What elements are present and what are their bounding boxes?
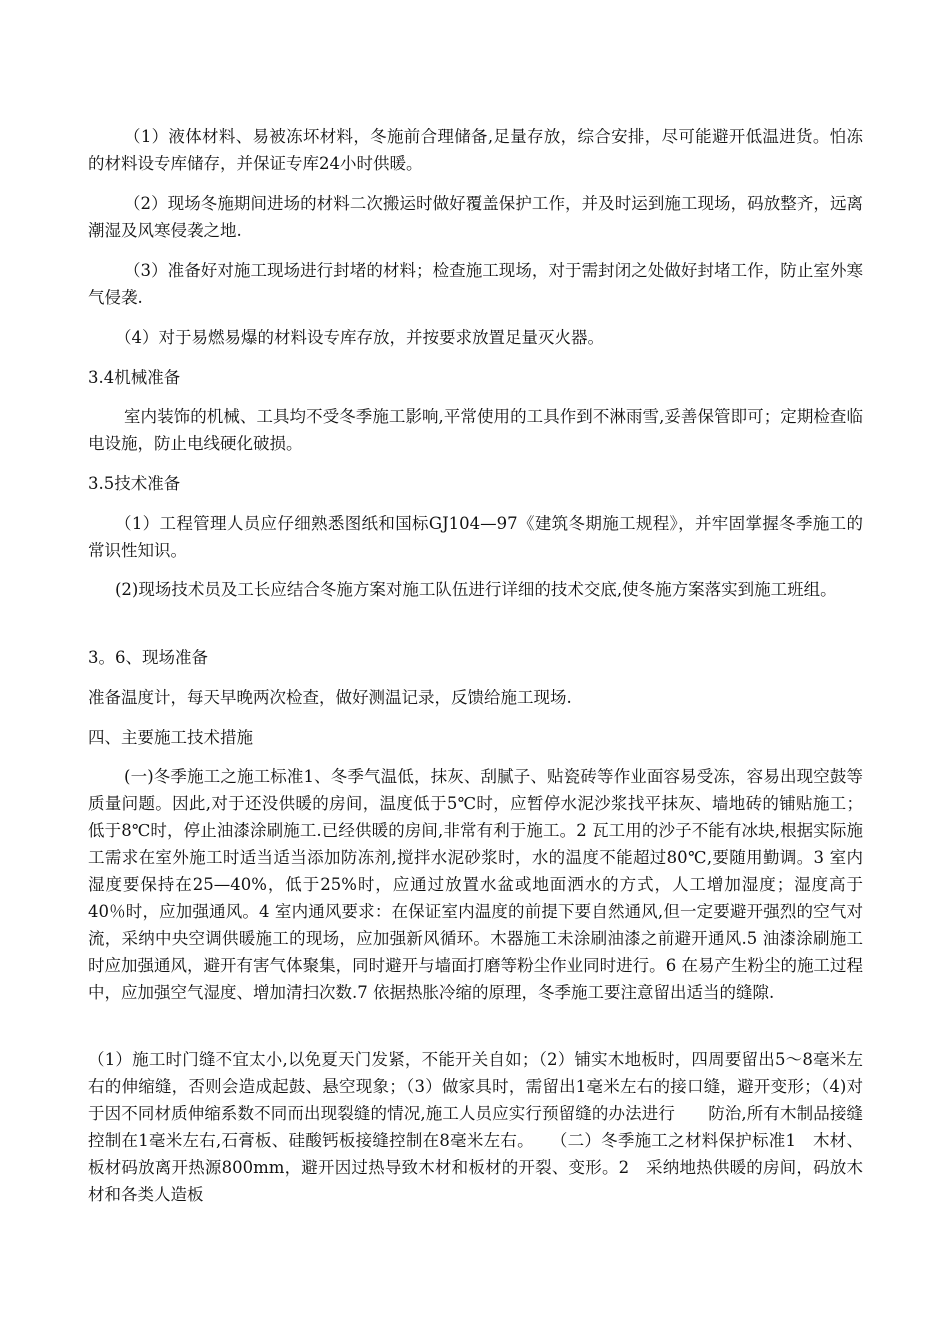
heading-machinery: 3.4机械准备 [88, 368, 181, 387]
paragraph-materials-1: （1）液体材料、易被冻坏材料，冬施前合理储备,足量存放，综合安排，尽可能避开低温进货。怕冻的材料设专库储存，并保证专库24小时供暖。 [88, 127, 863, 173]
paragraph-machinery: 室内装饰的机械、工具均不受冬季施工影响,平常使用的工具作到不淋雨雪,妥善保管即可；定期检查临电设施，防止电线硬化破损。 [88, 407, 863, 453]
paragraph-materials-3: （3）准备好对施工现场进行封堵的材料；检查施工现场，对于需封闭之处做好封堵工作，防止室外寒气侵袭. [88, 261, 863, 307]
paragraph-materials-2: （2）现场冬施期间进场的材料二次搬运时做好覆盖保护工作，并及时运到施工现场，码放整齐，远离潮湿及风寒侵袭之地. [88, 194, 863, 240]
paragraph-gaps: （1）施工时门缝不宜太小,以免夏天门发紧，不能开关自如；（2）铺实木地板时，四周要留出5～8毫米左右的伸缩缝，否则会造成起鼓、悬空现象；（3）做家具时，需留出1毫米左右的接口缝，避开变形；（4)对于因不同材质伸缩系数不同而出现裂缝的情况,施工人员应实行预留缝的办法进行 防治,所有木制品接缝控制在1毫米左右,石膏板、硅酸钙板接缝控制在8毫米左右。 （二）冬季施工之材料保护标准1 木材、板材码放离开热源800mm，避开因过热导致木材和板材的开裂、变形。2 采纳地热供暖的房间，码放木材和各类人造板 [88, 1050, 863, 1204]
heading-technical: 3.5技术准备 [88, 474, 181, 493]
paragraph-site: 准备温度计，每天早晚两次检查，做好测温记录，反馈给施工现场. [88, 688, 572, 707]
heading-measures: 四、主要施工技术措施 [88, 728, 253, 747]
paragraph-technical-2: (2)现场技术员及工长应结合冬施方案对施工队伍进行详细的技术交底,使冬施方案落实到施工班组。 [115, 580, 837, 599]
paragraph-materials-4: （4）对于易燃易爆的材料设专库存放，并按要求放置足量灭火器。 [115, 328, 604, 347]
paragraph-standards: (一)冬季施工之施工标准1、冬季气温低，抹灰、刮腻子、贴瓷砖等作业面容易受冻，容易出现空鼓等质量问题。因此,对于还没供暖的房间，温度低于5℃时，应暂停水泥沙浆找平抹灰、墙地砖的铺贴施工；低于8℃时，停止油漆涂刷施工.已经供暖的房间,非常有利于施工。2 瓦工用的沙子不能有冰块,根据实际施工需求在室外施工时适当适当添加防冻剂,搅拌水泥砂浆时，水的温度不能超过80℃,要随用勤调。3 室内湿度要保持在25—40%，低于25%时，应通过放置水盆或地面洒水的方式，人工增加湿度；湿度高于40％时，应加强通风。4 室内通风要求：在保证室内温度的前提下要自然通风,但一定要避开强烈的空气对流，采纳中央空调供暖施工的现场，应加强新风循环。木器施工未涂刷油漆之前避开通风.5 油漆涂刷施工时应加强通风，避开有害气体聚集，同时避开与墙面打磨等粉尘作业同时进行。6 在易产生粉尘的施工过程中，应加强空气湿度、增加清扫次数.7 依据热胀冷缩的原理，冬季施工要注意留出适当的缝隙. [88, 767, 863, 1002]
paragraph-technical-1: （1）工程管理人员应仔细熟悉图纸和国标GJ104—97《建筑冬期施工规程》，并牢固掌握冬季施工的常识性知识。 [88, 514, 863, 560]
heading-site: 3。6、现场准备 [88, 648, 208, 667]
